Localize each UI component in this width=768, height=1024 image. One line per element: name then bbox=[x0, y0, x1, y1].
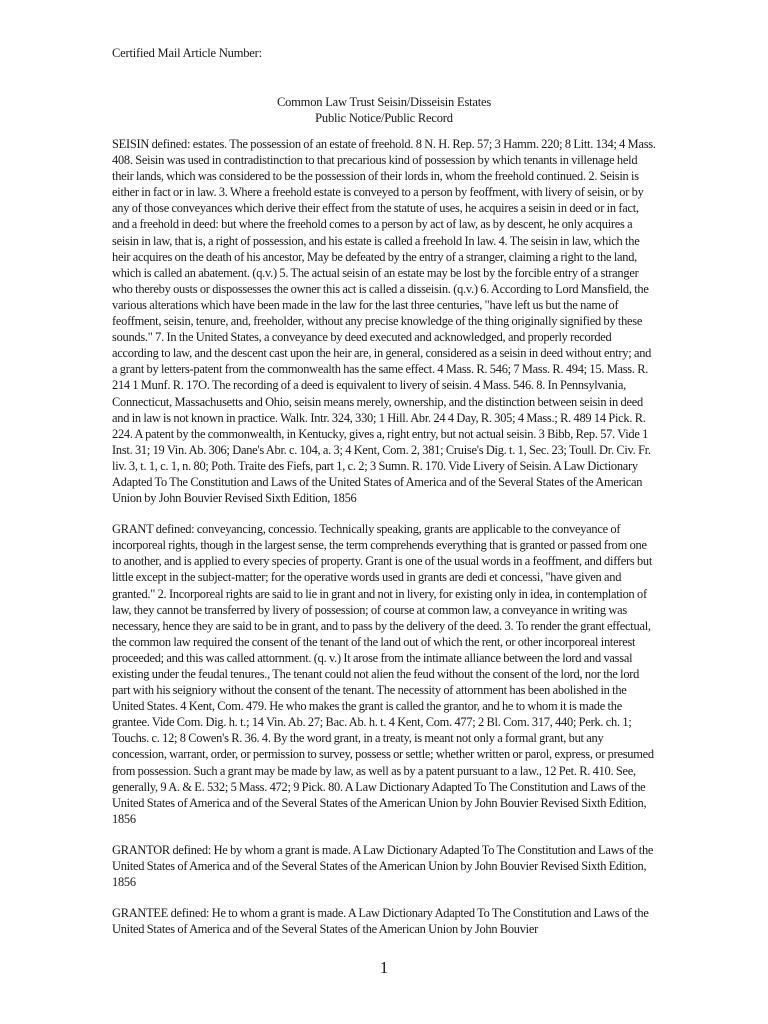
page-number: 1 bbox=[379, 958, 389, 977]
certified-mail-line: Certified Mail Article Number: bbox=[112, 46, 262, 60]
title-line-2: Public Notice/Public Record bbox=[315, 111, 453, 125]
document-body bbox=[112, 136, 656, 952]
paragraph-seisin: SEISIN defined: estates. The possession of an estate of freehold. 8 N. H. Rep. 57; 3 Hamm. 220; 8 Litt. 134; 4 Mass. 408. Seisin was used in contradistinction to that precarious kind of possession by which tenants in villenage held their lands, which was considered to be the possession of their lords in, whom the freehold continued. 2. Seisin is either in fact or in law. 3. Where a freehold estate is conveyed to a person by feoffment, with livery of seisin, or by any of those conveyances which derive their effect from the statute of uses, he acquires a seisin in deed or in fact, and a freehold in deed: but where the freehold comes to a person by act of law, as by descent, he only acquires a seisin in law, that is, a right of possession, and his estate is called a freehold In law. 4. The seisin in law, which the heir acquires on the death of his ancestor, May be defeated by the entry of a stranger, claiming a right to the land, which is called an abatement. (q.v.) 5. The actual seisin of an estate may be lost by the forcible entry of a stranger who thereby ousts or dispossesses the owner this act is called a disseisin. (q.v.) 6. According to Lord Mansfield, the various alterations which have been made in the law for the last three centuries, "have left us but the name of feoffment, seisin, tenure, and, freeholder, without any precise knowledge of the thing originally signified by these sounds." 7. In the United States, a conveyance by deed executed and acknowledged, and properly recorded according to law, and the descent cast upon the heir are, in general, considered as a seisin in deed without entry; and a grant by letters-patent from the commonwealth has the same effect. 4 Mass. R. 546; 7 Mass. R. 494; 15. Mass. R. 214 1 Munf. R. 17O. The recording of a deed is equivalent to livery of seisin. 4 Mass. 546. 8. In Pennsylvania, Connecticut, Massachusetts and Ohio, seisin means merely, ownership, and the distinction between seisin in deed and in law is not known in practice. Walk. Intr. 324, 330; 1 Hill. Abr. 24 4 Day, R. 305; 4 Mass.; R. 489 14 Pick. R. 224. A patent by the commonwealth, in Kentucky, gives a, right entry, but not actual seisin. 3 Bibb, Rep. 57. Vide 1 Inst. 31; 19 Vin. Ab. 306; Dane's Abr. c. 104, a. 3; 4 Kent, Com. 2, 381; Cruise's Dig. t. 1, Sec. 23; Toull. Dr. Civ. Fr. liv. 3, t. 1, c. 1, n. 80; Poth. Traite des Fiefs, part 1, c. 2; 3 Sumn. R. 170. Vide Livery of Seisin. A Law Dictionary Adapted To The Constitution and Laws of the United States of America and of the Several States of the American Union by John Bouvier Revised Sixth Edition, 1856 bbox=[112, 137, 656, 506]
document-title bbox=[112, 94, 656, 126]
title-line-1: Common Law Trust Seisin/Disseisin Estates bbox=[276, 95, 492, 109]
paragraph-grant: GRANT defined: conveyancing, concessio. Technically speaking, grants are applicable to the conveyance of incorporeal rights, though in the largest sense, the term comprehends everything that is granted or passed from one to another, and is applied to every species of property. Grant is one of the usual words in a feoffment, and differs but little except in the subject-matter; for the operative words used in grants are dedi et concessi, "have given and granted." 2. Incorporeal rights are said to lie in grant and not in livery, for existing only in idea, in contemplation of law, they cannot be transferred by livery of possession; of course at common law, a conveyance in writing was necessary, hence they are said to be in grant, and to pass by the delivery of the deed. 3. To render the grant effectual, the common law required the consent of the tenant of the land out of which the rent, or other incorporeal interest proceeded; and this was called attornment. (q. v.) It arose from the intimate alliance between the lord and vassal existing under the feudal tenures., The tenant could not alien the feud without the consent of the lord, nor the lord part with his seigniory without the consent of the tenant. The necessity of attornment has been abolished in the United States. 4 Kent, Com. 479. He who makes the grant is called the grantor, and he to whom it is made the grantee. Vide Com. Dig. h. t.; 14 Vin. Ab. 27; Bac. Ab. h. t. 4 Kent, Com. 477; 2 Bl. Com. 317, 440; Perk. ch. 1; Touchs. c. 12; 8 Cowen's R. 36. 4. By the word grant, in a treaty, is meant not only a formal grant, but any concession, warrant, order, or permission to survey, possess or settle; whether written or parol, express, or presumed from possession. Such a grant may be made by law, as well as by a patent pursuant to a law., 12 Pet. R. 410. See, generally, 9 A. & E. 532; 5 Mass. 472; 9 Pick. 80. A Law Dictionary Adapted To The Constitution and Laws of the United States of America and of the Several States of the American Union by John Bouvier Revised Sixth Edition, 1856 bbox=[112, 522, 654, 826]
paragraph-grantee: GRANTEE defined: He to whom a grant is made. A Law Dictionary Adapted To The Constitution and Laws of the United States of America and of the Several States of the American Union by John Bouvier bbox=[112, 906, 649, 937]
paragraph-grantor: GRANTOR defined: He by whom a grant is made. A Law Dictionary Adapted To The Constitution and Laws of the United States of America and of the Several States of the American Union by John Bouvier Revised Sixth Edition, 1856 bbox=[112, 842, 654, 890]
